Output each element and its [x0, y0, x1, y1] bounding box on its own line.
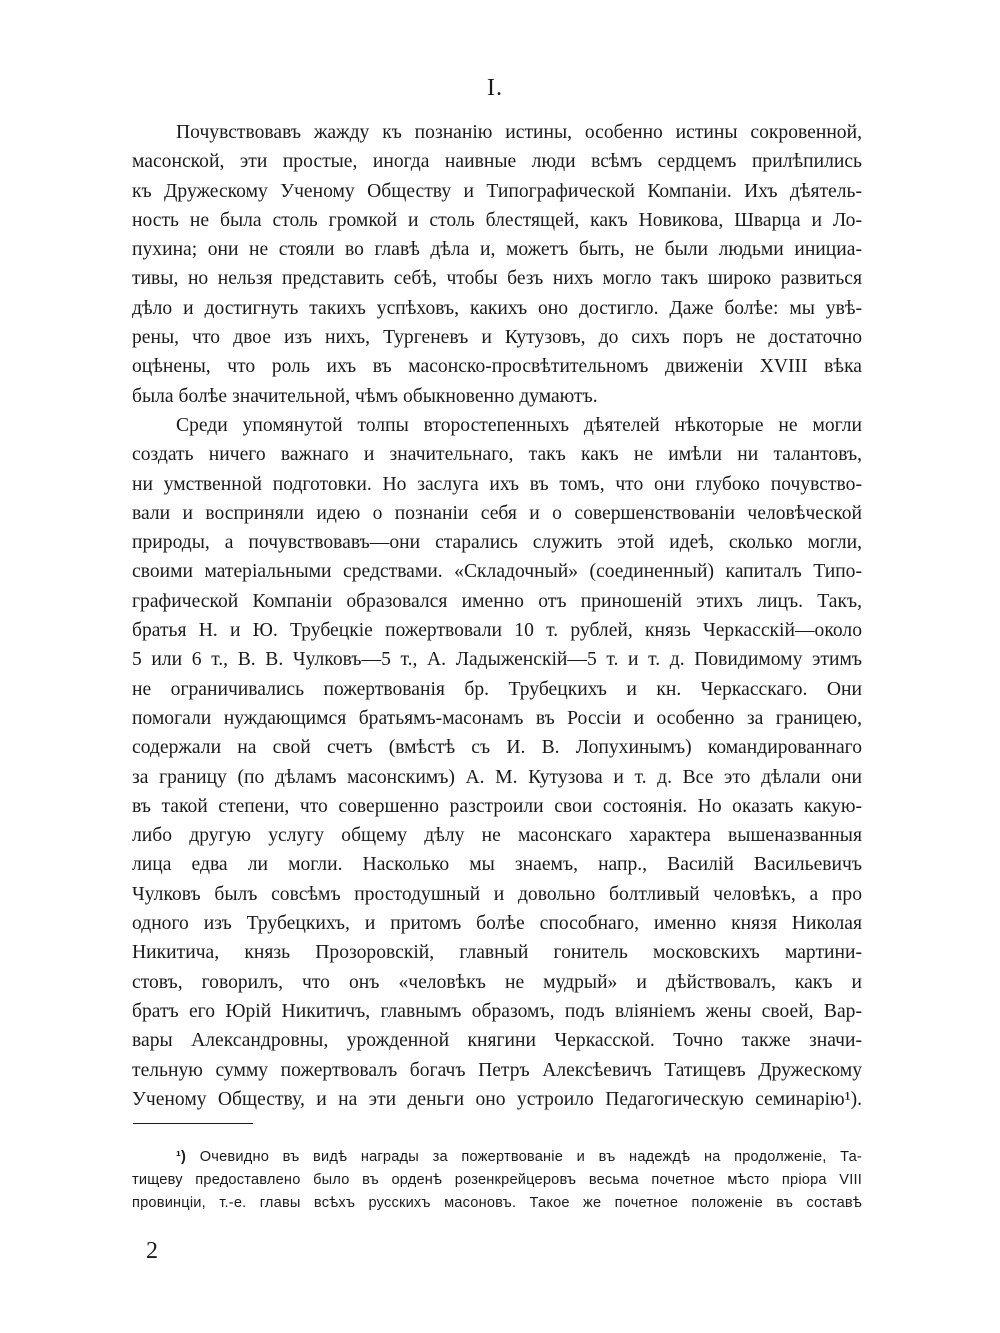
footnote-line	[132, 1146, 862, 1169]
text-line: къ Дружескому Ученому Обществу и Типографической Компаніи. Ихъ дѣятель-	[132, 180, 862, 202]
text-line: Почувствовавъ жажду къ познанію истины, особенно истины сокровенной,	[176, 122, 862, 143]
text-line: ни умственной подготовки. Но заслуга ихъ въ томъ, что они глубоко почувство-	[132, 473, 862, 495]
text-line: Никитича, князь Прозоровскій, главный гонитель московскихъ мартини-	[132, 942, 862, 964]
text-line: рены, что двое изъ нихъ, Тургеневъ и Кутузовъ, до сихъ поръ не достаточно	[132, 327, 862, 349]
text-line: либо другую услугу общему дѣлу не масонскаго характера вышеназванныя	[132, 825, 862, 847]
footnote	[132, 1146, 862, 1215]
text-line: братья Н. и Ю. Трубецкіе пожертвовали 10 т. рублей, князь Черкасскій—около	[132, 620, 862, 642]
main-text	[132, 118, 862, 1114]
text-line: тельную сумму пожертвовалъ богачъ Петръ Алексѣевичъ Татищевъ Дружескому	[132, 1059, 862, 1081]
text-line: лица едва ли могли. Насколько мы знаемъ, напр., Василій Васильевичъ	[132, 854, 862, 876]
text-line: стовъ, говорилъ, что онъ «человѣкъ не мудрый» и дѣйствовалъ, какъ и	[132, 971, 862, 993]
page-number: 2	[146, 1238, 158, 1264]
text-line: вали и восприняли идею о познаніи себя и о совершенствованіи человѣческой	[132, 502, 862, 524]
text-line: не ограничивались пожертвованія бр. Трубецкихъ и кн. Черкасскаго. Они	[132, 678, 862, 700]
footnote-line: тищеву предоставлено было въ орденѣ розенкрейцеровъ весьма почетное мѣсто пріора VIII	[132, 1172, 862, 1188]
text-line: Чулковъ былъ совсѣмъ простодушный и довольно болтливый человѣкъ, а про	[132, 883, 862, 905]
text-line: оцѣнены, что роль ихъ въ масонско-просвѣтительномъ движеніи XVIII вѣка	[132, 356, 862, 378]
text-line: масонской, эти простые, иногда наивные люди всѣмъ сердцемъ прилѣпились	[132, 151, 862, 173]
footnote-line: провинціи, т.-е. главы всѣхъ русскихъ масоновъ. Такое же почетное положеніе въ составѣ	[132, 1195, 862, 1211]
text-line: вары Александровны, урожденной княгини Черкасской. Точно также значи-	[132, 1030, 862, 1052]
footnote-divider	[133, 1123, 253, 1124]
text-line: за границу (по дѣламъ масонскимъ) А. М. Кутузова и т. д. Все это дѣлали они	[132, 766, 862, 788]
text-line: Среди упомянутой толпы второстепенныхъ дѣятелей нѣкоторые не могли	[176, 414, 862, 436]
text-line: содержали на свой счетъ (вмѣстѣ съ И. В. Лопухинымъ) командированнаго	[132, 737, 862, 759]
footnote-marker: ¹)	[176, 1149, 187, 1165]
text-line: одного изъ Трубецкихъ, и притомъ болѣе способнаго, именно князя Николая	[132, 913, 862, 935]
text-line: братъ его Юрій Никитичъ, главнымъ образомъ, подъ вліяніемъ жены своей, Вар-	[132, 1000, 862, 1022]
text-line: графической Компаніи образовался именно отъ приношеній этихъ лицъ. Такъ,	[132, 590, 862, 612]
text-line: пухина; они не стояли во главѣ дѣла и, можетъ быть, не были людьми инициа-	[132, 239, 862, 261]
text-line: ность не была столь громкой и столь блестящей, какъ Новикова, Шварца и Ло-	[132, 209, 862, 231]
paragraph-2	[132, 411, 862, 1114]
text-line: помогали нуждающимся братьямъ-масонамъ въ Россіи и особенно за границею,	[132, 707, 862, 729]
text-line: своими матеріальными средствами. «Складочный» (соединенный) капиталъ Типо-	[132, 561, 862, 583]
text-line: тивы, но нельзя представить себѣ, чтобы безъ нихъ могло такъ широко развиться	[132, 268, 862, 290]
paragraph-1	[132, 118, 862, 411]
text-line: дѣло и достигнуть такихъ успѣховъ, какихъ оно достигло. Даже болѣе: мы увѣ-	[132, 297, 862, 319]
footnote-text: Очевидно въ видѣ награды за пожертвованіе и въ надеждѣ на продолженіе, Та-	[199, 1149, 862, 1165]
text-line: 5 или 6 т., В. В. Чулковъ—5 т., А. Ладыженскій—5 т. и т. д. Повидимому этимъ	[132, 649, 862, 671]
text-line: была болѣе значительной, чѣмъ обыкновенно думаютъ.	[132, 385, 598, 407]
text-line: создать ничего важнаго и значительнаго, такъ какъ не имѣли ни талантовъ,	[132, 444, 862, 466]
text-line: природы, а почувствовавъ—они старались служить этой идеѣ, сколько могли,	[132, 532, 862, 554]
text-line: Ученому Обществу, и на эти деньги оно устроило Педагогическую семинарію¹).	[132, 1088, 862, 1110]
section-heading: I.	[487, 75, 503, 101]
text-line: въ такой степени, что совершенно разстроили свои состоянія. Но оказать какую-	[132, 795, 862, 817]
